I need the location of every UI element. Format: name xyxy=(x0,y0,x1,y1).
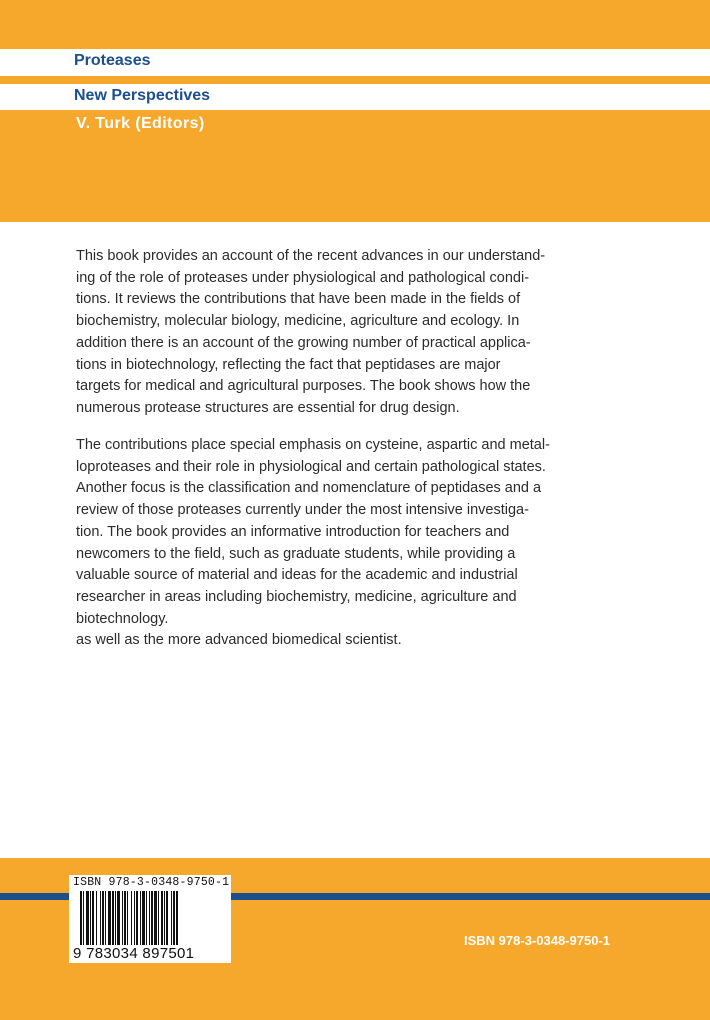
blurb-line: newcomers to the field, such as graduate students, while providing a xyxy=(76,545,516,562)
series-title: Proteases xyxy=(74,52,151,69)
blurb-line: valuable source of material and ideas for the academic and industrial xyxy=(76,567,518,584)
blurb-line: targets for medical and agricultural purposes. The book shows how the xyxy=(76,378,531,395)
blurb-line: ing of the role of proteases under physiological and pathological condi- xyxy=(76,269,530,286)
blurb-line: Another focus is the classification and nomenclature of peptidases and a xyxy=(76,480,542,497)
blurb-paragraph-2 xyxy=(76,435,550,652)
book-subtitle: New Perspectives xyxy=(74,87,211,104)
blurb-line: tions. It reviews the contributions that have been made in the fields of xyxy=(76,291,521,308)
top-cover-band xyxy=(0,0,710,222)
blurb-line: addition there is an account of the growing number of practical applica- xyxy=(76,334,531,351)
blurb-line: numerous protease structures are essential for drug design. xyxy=(76,399,460,416)
barcode-digits: 9 783034 897501 xyxy=(73,945,195,962)
blurb-paragraph-1 xyxy=(76,246,546,420)
blurb-line: biochemistry, molecular biology, medicine, agriculture and ecology. In xyxy=(76,313,520,330)
barcode-isbn-label: ISBN 978-3-0348-9750-1 xyxy=(73,876,230,889)
isbn-text: ISBN 978-3-0348-9750-1 xyxy=(464,933,610,948)
barcode-bars-icon xyxy=(80,891,222,945)
blurb-line: This book provides an account of the recent advances in our understand- xyxy=(76,248,546,264)
editors: V. Turk (Editors) xyxy=(76,115,205,132)
blurb-line: researcher in areas including biochemistry, medicine, agriculture and xyxy=(76,588,517,605)
blurb-line: biotechnology. xyxy=(76,610,169,627)
blurb-line: The contributions place special emphasis on cysteine, aspartic and metal- xyxy=(76,437,550,453)
blurb-line: tions in biotechnology, reflecting the fact that peptidases are major xyxy=(76,356,501,373)
blurb-line: as well as the more advanced biomedical scientist. xyxy=(76,632,402,649)
blurb-line: loproteases and their role in physiological and certain pathological states. xyxy=(76,458,546,475)
blurb-line: tion. The book provides an informative introduction for teachers and xyxy=(76,523,510,540)
blurb-line: review of those proteases currently under the most intensive investiga- xyxy=(76,502,529,519)
